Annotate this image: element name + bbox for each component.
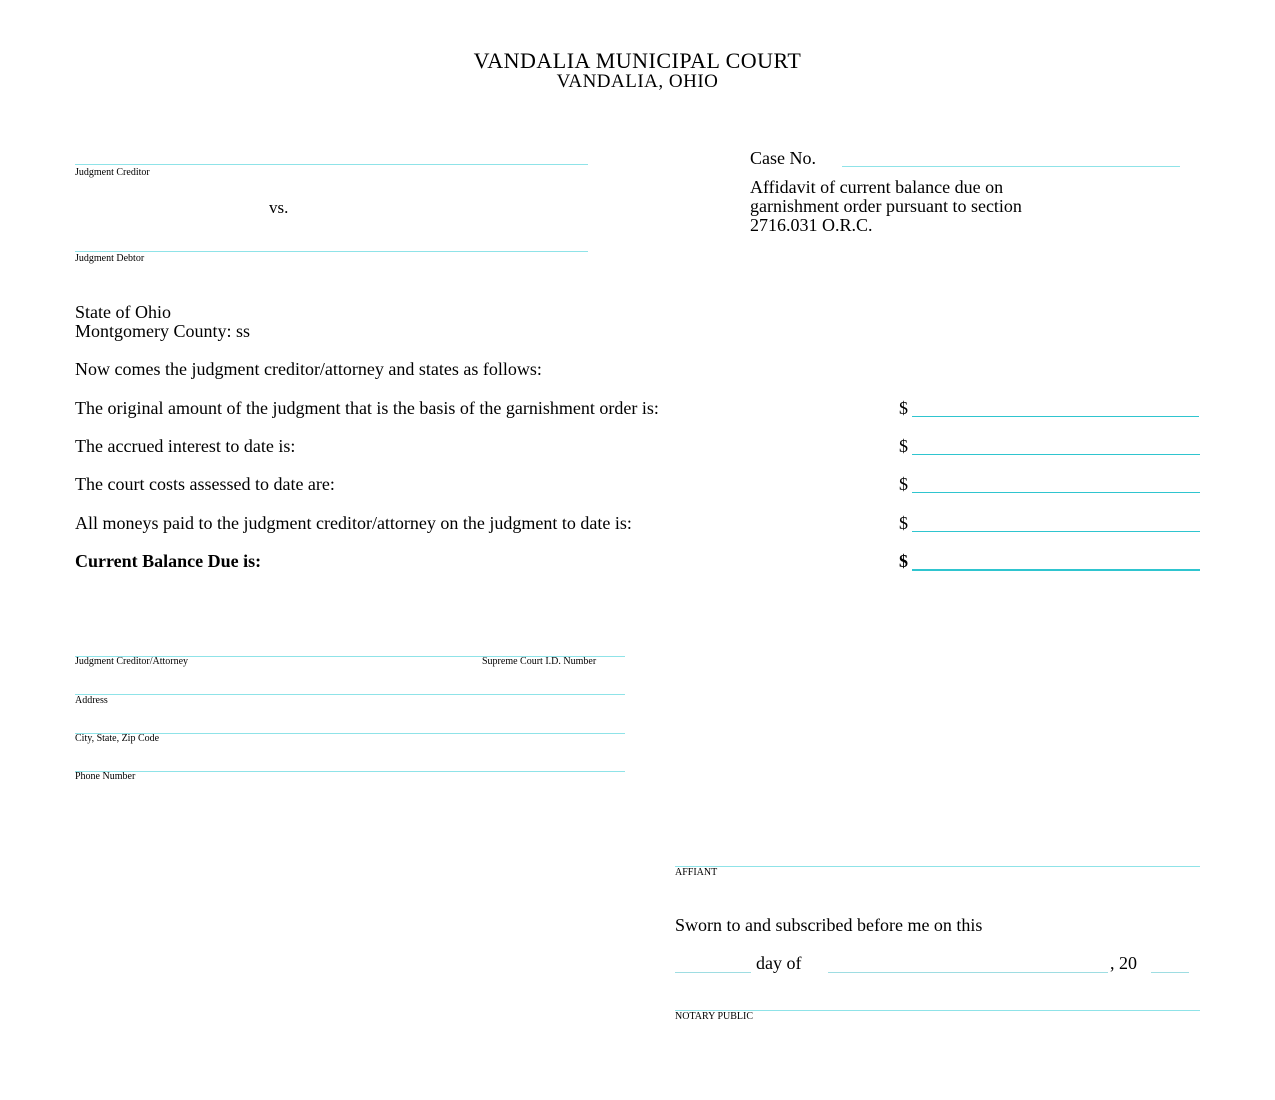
court-name: VANDALIA MUNICIPAL COURT — [473, 48, 802, 73]
phone-number-label: Phone Number — [75, 771, 136, 782]
current-balance-field[interactable] — [912, 569, 1200, 571]
phone-number-line[interactable] — [75, 771, 625, 772]
year-prefix-text: , 20 — [1110, 953, 1137, 973]
original-amount-label: The original amount of the judgment that is the basis of the garnishment order is: — [75, 398, 659, 418]
original-amount-field[interactable] — [912, 416, 1199, 417]
address-line[interactable] — [75, 694, 625, 695]
current-balance-currency: $ — [899, 551, 908, 571]
case-no-label: Case No. — [750, 148, 816, 168]
judgment-creditor-line[interactable] — [75, 164, 588, 165]
supreme-court-id-label: Supreme Court I.D. Number — [482, 656, 597, 667]
court-location: VANDALIA, OHIO — [556, 71, 719, 92]
moneys-paid-field[interactable] — [912, 531, 1200, 532]
affidavit-title-line3: 2716.031 O.R.C. — [750, 215, 873, 235]
moneys-paid-currency: $ — [899, 513, 908, 533]
original-amount-currency: $ — [899, 398, 908, 418]
affidavit-title-line2: garnishment order pursuant to section — [750, 196, 1022, 216]
attorney-name-label: Judgment Creditor/Attorney — [75, 656, 189, 667]
moneys-paid-label: All moneys paid to the judgment creditor/attorney on the judgment to date is: — [75, 513, 632, 533]
sworn-text: Sworn to and subscribed before me on this — [675, 915, 983, 935]
month-field[interactable] — [828, 972, 1108, 973]
court-costs-label: The court costs assessed to date are: — [75, 474, 335, 494]
notary-public-label: NOTARY PUBLIC — [675, 1011, 754, 1022]
court-costs-currency: $ — [899, 474, 908, 494]
affiant-label: AFFIANT — [675, 867, 718, 878]
city-state-zip-label: City, State, Zip Code — [75, 733, 160, 744]
affidavit-title-line1: Affidavit of current balance due on — [750, 177, 1004, 197]
affiant-signature-line[interactable] — [675, 866, 1200, 867]
judgment-debtor-label: Judgment Debtor — [75, 253, 145, 264]
current-balance-label: Current Balance Due is: — [75, 551, 262, 571]
address-label: Address — [75, 695, 108, 706]
accrued-interest-currency: $ — [899, 436, 908, 456]
day-field[interactable] — [675, 972, 751, 973]
judgment-creditor-label: Judgment Creditor — [75, 167, 150, 178]
notary-signature-line[interactable] — [675, 1010, 1200, 1011]
judgment-debtor-line[interactable] — [75, 251, 588, 252]
statement-intro: Now comes the judgment creditor/attorney and states as follows: — [75, 359, 542, 379]
court-costs-field[interactable] — [912, 492, 1200, 493]
day-of-text: day of — [756, 953, 802, 973]
venue-county: Montgomery County: ss — [75, 321, 251, 341]
accrued-interest-field[interactable] — [912, 454, 1200, 455]
year-field[interactable] — [1151, 972, 1189, 973]
versus-text: vs. — [269, 198, 289, 217]
case-no-line[interactable] — [842, 166, 1180, 167]
venue-state: State of Ohio — [75, 302, 171, 322]
accrued-interest-label: The accrued interest to date is: — [75, 436, 296, 456]
